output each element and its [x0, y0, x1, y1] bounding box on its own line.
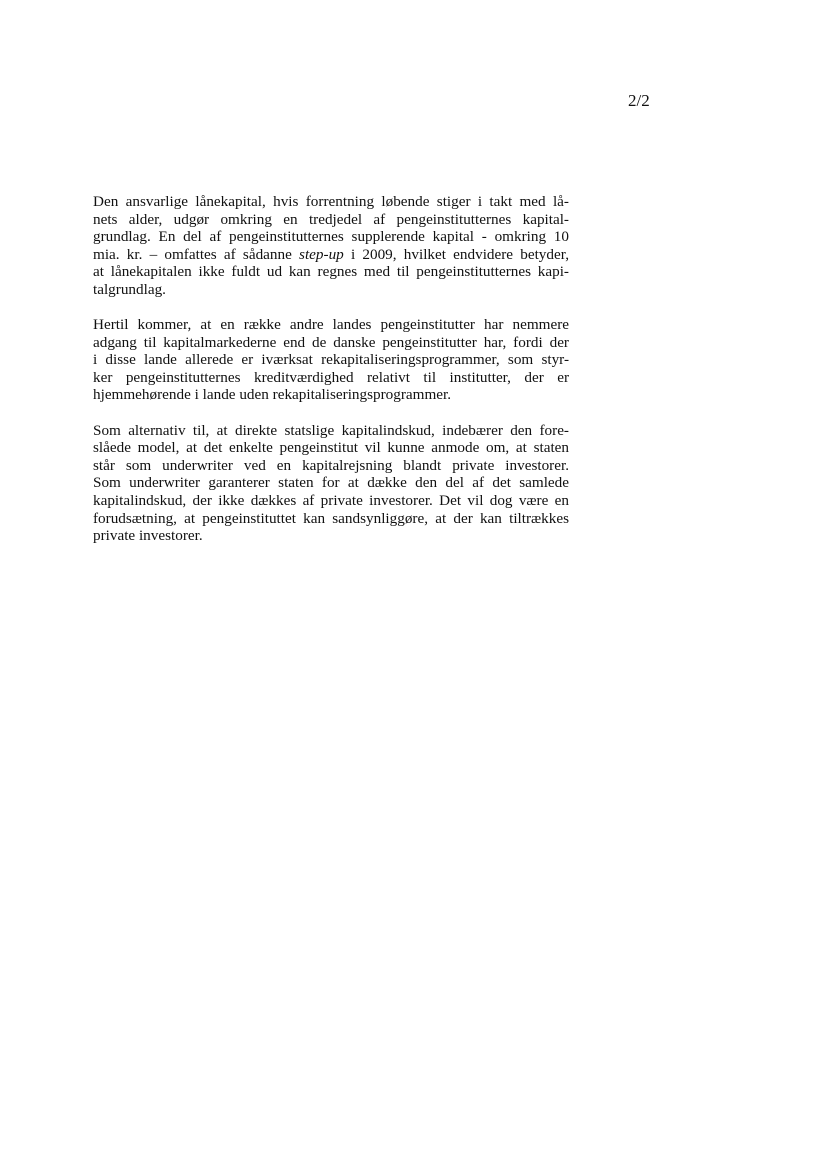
text-line: at lånekapitalen ikke fuldt ud kan regnes med til pengeinstitutternes kapi- — [93, 263, 569, 281]
paragraph-1 — [93, 193, 569, 299]
text-line: Den ansvarlige lånekapital, hvis forrentning løbende stiger i takt med lå- — [93, 193, 569, 210]
text-line: adgang til kapitalmarkederne end de danske pengeinstitutter har, fordi der — [93, 333, 569, 351]
text-line: forudsætning, at pengeinstituttet kan sandsynliggøre, at der kan tiltrækkes — [93, 509, 569, 527]
text-line: ker pengeinstitutternes kreditværdighed relativt til institutter, der er — [93, 368, 569, 386]
text-line: kapitalindskud, der ikke dækkes af private investorer. Det vil dog være en — [93, 491, 569, 509]
text-line: i disse lande allerede er iværksat rekapitaliseringsprogrammer, som styr- — [93, 351, 569, 369]
text-line: slåede model, at det enkelte pengeinstitut vil kunne anmode om, at staten — [93, 439, 569, 457]
text-line: Hertil kommer, at en række andre landes pengeinstitutter har nemmere — [93, 316, 569, 334]
paragraph-3 — [93, 422, 569, 545]
text-line: grundlag. En del af pengeinstitutternes supplerende kapital - omkring 10 — [93, 228, 569, 246]
text-line: Som alternativ til, at direkte statslige kapitalindskud, indebærer den fore- — [93, 421, 569, 439]
text-line: talgrundlag. — [93, 280, 166, 298]
text-line: Som underwriter garanterer staten for at dække den del af det samlede — [93, 474, 569, 492]
text-line: private investorer. — [93, 527, 203, 545]
text-segment: mia. kr. – omfattes af sådanne — [93, 245, 300, 263]
text-line — [93, 246, 569, 264]
text-line: hjemmehørende i lande uden rekapitaliseringsprogrammer. — [93, 386, 452, 404]
paragraph-2 — [93, 316, 569, 404]
page-number: 2/2 — [628, 91, 650, 110]
text-line: står som underwriter ved en kapitalrejsning blandt private investorer. — [93, 456, 569, 474]
text-line: nets alder, udgør omkring en tredjedel af pengeinstitutternes kapital- — [93, 210, 569, 228]
body-text — [93, 193, 569, 562]
text-segment: i 2009, hvilket endvidere betyder, — [343, 245, 569, 263]
italic-term: step-up — [299, 245, 344, 263]
